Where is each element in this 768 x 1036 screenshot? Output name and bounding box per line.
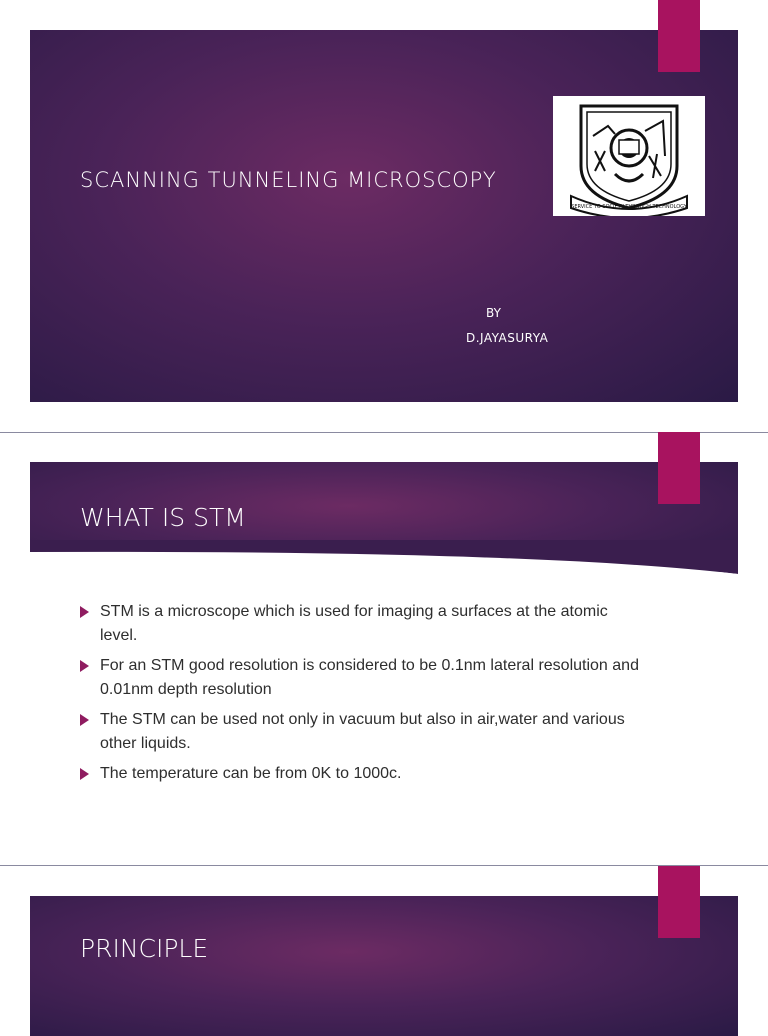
list-item: The temperature can be from 0K to 1000c. bbox=[80, 762, 640, 786]
bullet-arrow-icon bbox=[80, 606, 89, 618]
slide-title-principle: PRINCIPLE bbox=[80, 934, 209, 963]
slide-accent-tab bbox=[658, 432, 700, 504]
list-item: The STM can be used not only in vacuum but also in air,water and various other liquids. bbox=[80, 708, 640, 756]
bullet-list bbox=[80, 600, 640, 792]
bullet-arrow-icon bbox=[80, 660, 89, 672]
presentation-title: SCANNING TUNNELING MICROSCOPY bbox=[80, 168, 497, 192]
slide-divider bbox=[0, 865, 768, 866]
logo-motto: SERVICE TO SOCIETY THROUGH TECHNOLOGY bbox=[571, 204, 687, 210]
college-emblem-icon bbox=[553, 96, 705, 216]
content-slide-header bbox=[30, 896, 738, 1036]
bullet-arrow-icon bbox=[80, 768, 89, 780]
by-label: BY bbox=[486, 306, 501, 320]
slide-accent-tab bbox=[658, 0, 700, 72]
author-name: D.JAYASURYA bbox=[466, 331, 549, 345]
slide-title-what-is-stm: WHAT IS STM bbox=[80, 503, 246, 532]
slide-divider bbox=[0, 432, 768, 433]
logo bbox=[553, 96, 705, 216]
list-item: STM is a microscope which is used for imaging a surfaces at the atomic level. bbox=[80, 600, 640, 648]
header-wave bbox=[30, 540, 738, 590]
slide-accent-tab bbox=[658, 866, 700, 938]
bullet-arrow-icon bbox=[80, 714, 89, 726]
list-item: For an STM good resolution is considered to be 0.1nm lateral resolution and 0.01nm depth resolution bbox=[80, 654, 640, 702]
